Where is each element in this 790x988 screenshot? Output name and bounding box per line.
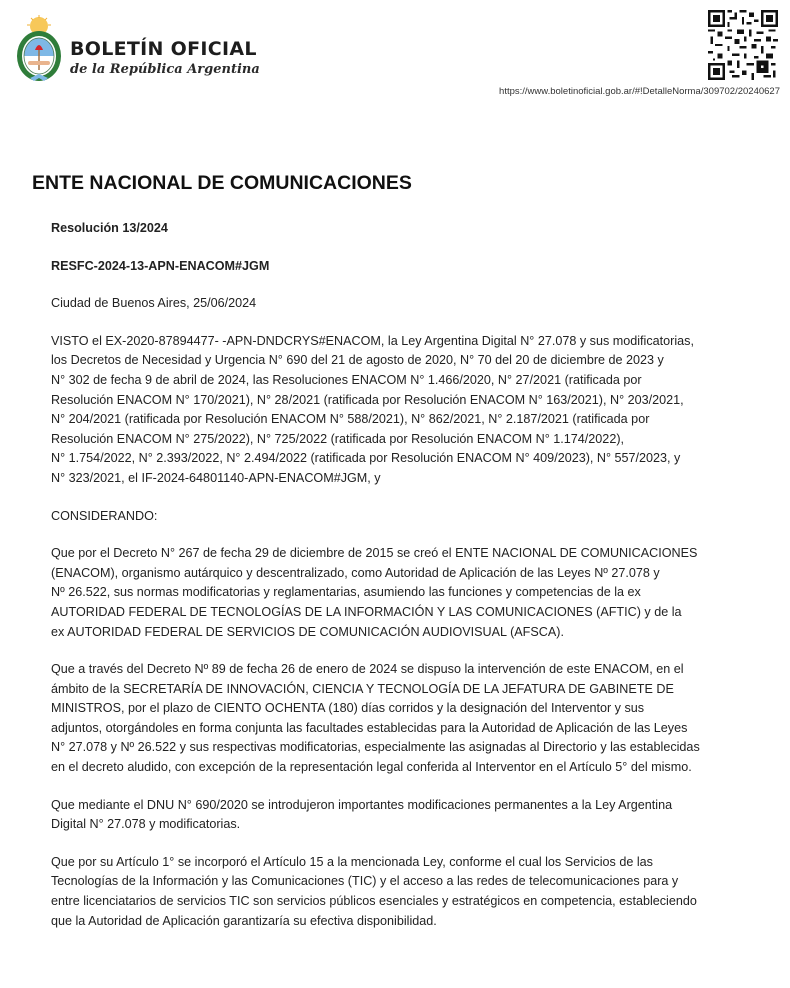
resolution-code: RESFC-2024-13-APN-ENACOM#JGM <box>51 258 270 273</box>
visto-line: los Decretos de Necesidad y Urgencia N° 690 del 21 de agosto de 2020, N° 70 del 20 de diciembre de 2023 y <box>51 353 664 368</box>
visto-line: N° 323/2021, el IF-2024-64801140-APN-ENACOM#JGM, y <box>51 470 381 485</box>
document-body <box>51 219 786 949</box>
paragraph-line: N° 27.078 y Nº 26.522 y sus respectivas modificatorias, especialmente las asignadas al Directorio y las establecidas <box>51 740 700 755</box>
visto-line: N° 1.754/2022, N° 2.393/2022, N° 2.494/2022 (ratificada por Resolución ENACOM N° 409/2023), N° 557/2023, y <box>51 451 681 466</box>
paragraph-line: entre licenciatarios de servicios TIC son servicios públicos esenciales y estratégicos en competencia, estableciendo <box>51 894 697 909</box>
resolution-number: Resolución 13/2024 <box>51 221 168 235</box>
header <box>0 0 790 110</box>
organism-title: ENTE NACIONAL DE COMUNICACIONES <box>32 172 412 194</box>
visto-line: Resolución ENACOM N° 275/2022), N° 725/2022 (ratificada por Resolución ENACOM N° 1.174/2022), <box>51 431 625 446</box>
paragraph-line: MINISTROS, por el plazo de CIENTO OCHENTA (180) días corridos y la designación del Interventor y sus <box>51 701 645 716</box>
paragraph-line: ámbito de la SECRETARÍA DE INNOVACIÓN, CIENCIA Y TECNOLOGÍA DE LA JEFATURA DE GABINETE DE <box>51 681 674 696</box>
considerando-paragraph-1 <box>51 544 786 642</box>
paragraph-line: que la Autoridad de Aplicación garantizaría su efectiva disponibilidad. <box>51 913 437 928</box>
logo-subtitle: de la República Argentina <box>70 62 260 77</box>
logo-title: BOLETÍN OFICIAL <box>70 38 257 60</box>
paragraph-line: Que por su Artículo 1° se incorporó el Artículo 15 a la mencionada Ley, conforme el cual los Servicios de las <box>51 854 653 869</box>
considerando-paragraph-4 <box>51 853 786 931</box>
considerando-paragraph-3 <box>51 796 786 835</box>
visto-line: N° 302 de fecha 9 de abril de 2024, las Resoluciones ENACOM N° 1.466/2020, N° 27/2021 (ratificada por <box>51 372 642 387</box>
qr-code-icon[interactable] <box>708 10 778 80</box>
paragraph-line: Que a través del Decreto Nº 89 de fecha 26 de enero de 2024 se dispuso la intervención de este ENACOM, en el <box>51 662 684 677</box>
paragraph-line: Que por el Decreto N° 267 de fecha 29 de diciembre de 2015 se creó el ENTE NACIONAL DE COMUNICACIONES <box>51 546 698 561</box>
visto-paragraph <box>51 332 786 489</box>
paragraph-line: ex AUTORIDAD FEDERAL DE SERVICIOS DE COMUNICACIÓN AUDIOVISUAL (AFSCA). <box>51 624 564 639</box>
paragraph-line: Digital N° 27.078 y modificatorias. <box>51 817 241 832</box>
paragraph-line: AUTORIDAD FEDERAL DE TECNOLOGÍAS DE LA INFORMACIÓN Y LAS COMUNICACIONES (AFTIC) y de la <box>51 604 682 619</box>
document-url[interactable]: https://www.boletinoficial.gob.ar/#!DetalleNorma/309702/20240627 <box>499 86 780 97</box>
visto-line: N° 204/2021 (ratificada por Resolución ENACOM N° 588/2021), N° 862/2021, N° 2.187/2021 (ratificada por <box>51 412 650 427</box>
paragraph-line: adjuntos, otorgándoles en forma conjunta las facultades establecidas para la Autoridad de Aplicación de las Leyes <box>51 720 688 735</box>
paragraph-line: Nº 26.522, sus normas modificatorias y reglamentarias, asumiendo las funciones y competencias de la ex <box>51 585 641 600</box>
paragraph-line: Que mediante el DNU N° 690/2020 se introdujeron importantes modificaciones permanentes a la Ley Argentina <box>51 797 673 812</box>
considerando-heading: CONSIDERANDO: <box>51 508 158 523</box>
paragraph-line: (ENACOM), organismo autárquico y descentralizado, como Autoridad de Aplicación de las Leyes Nº 27.078 y <box>51 565 660 580</box>
considerando-paragraph-2 <box>51 660 786 778</box>
paragraph-line: Tecnologías de la Información y las Comunicaciones (TIC) y el acceso a las redes de telecomunicaciones para y <box>51 874 679 889</box>
place-date: Ciudad de Buenos Aires, 25/06/2024 <box>51 296 257 311</box>
paragraph-line: en el decreto aludido, con excepción de la representación legal conferida al Interventor en el Artículo 5° del mismo. <box>51 760 692 775</box>
visto-line: Resolución ENACOM N° 170/2021), N° 28/2021 (ratificada por Resolución ENACOM N° 163/2021), N° 203/2021, <box>51 392 684 407</box>
argentina-coat-of-arms-icon <box>14 14 64 86</box>
visto-line: VISTO el EX-2020-87894477- -APN-DNDCRYS#ENACOM, la Ley Argentina Digital N° 27.078 y sus modificatorias, <box>51 333 694 348</box>
